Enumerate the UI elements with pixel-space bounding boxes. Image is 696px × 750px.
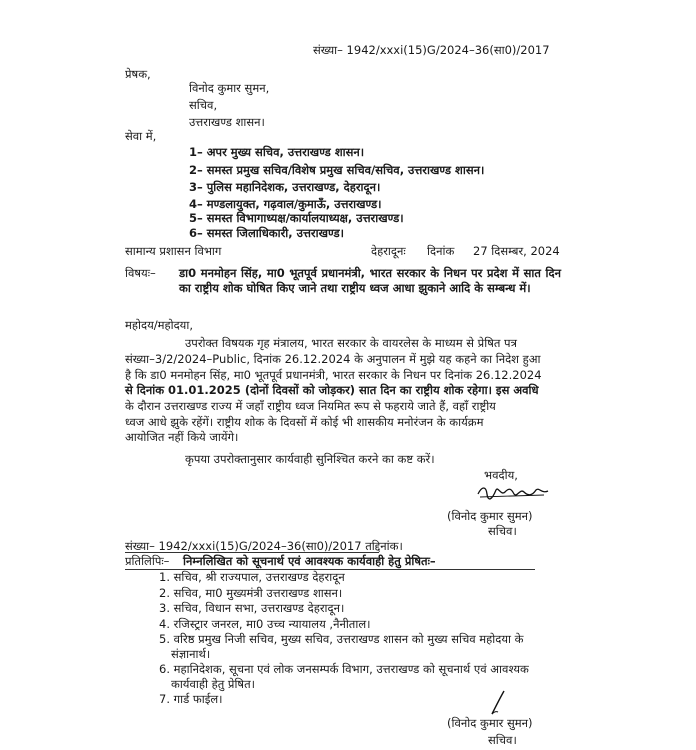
- sender-office: उत्तराखण्ड शासन।: [189, 115, 265, 129]
- sender-name: विनोद कुमार सुमन,: [189, 81, 270, 95]
- department: सामान्य प्रशासन विभाग: [125, 244, 222, 258]
- salutation: महोदय/महोदया,: [125, 318, 193, 332]
- recipient-item: 1– अपर मुख्य सचिव, उत्तराखण्ड शासन।: [189, 145, 365, 159]
- copy-item: 7. गार्ड फाईल।: [159, 692, 223, 706]
- signature-designation: सचिव।: [488, 524, 517, 538]
- request-line: कृपया उपरोक्तानुसार कार्यवाही सुनिश्चित करने का कष्ट करें।: [185, 452, 435, 466]
- copy-label: प्रतिलिपिः–: [125, 554, 170, 568]
- recipient-item: 4– मण्डलायुक्त, गढ़वाल/कुमाऊँ, उत्तराखण्ड।: [189, 197, 382, 211]
- copy-item: 6. महानिदेशक, सूचना एवं लोक जनसम्पर्क विभाग, उत्तराखण्ड को सूचनार्थ एवं आवश्यक: [159, 662, 529, 676]
- closing: भवदीय,: [484, 468, 518, 482]
- signature2-designation: सचिव।: [488, 733, 517, 747]
- subject-text: डा0 मनमोहन सिंह, मा0 भूतपूर्व प्रधानमंत्री, भारत सरकार के निधन पर प्रदेश में सात दिन का राष्ट्रीय शोक घोषित किए जाने तथा राष्ट्रीय ध्वज आधा झुकाने आदि के सम्बन्ध में।: [179, 266, 561, 295]
- copy-item-continued: कार्यवाही हेतु प्रेषित।: [171, 677, 255, 691]
- copy-item: 3. सचिव, विधान सभा, उत्तराखण्ड देहरादून।: [159, 601, 345, 615]
- body-line: ध्वज आधे झुके रहेंगें। राष्ट्रीय शोक के दिवसों में कोई भी शासकीय मनोरंजन के कार्यक्रम: [125, 415, 484, 429]
- body-line: आयोजित नहीं किये जायेंगे।: [125, 430, 239, 444]
- signature-name: (विनोद कुमार सुमन): [447, 509, 533, 523]
- copy-number-underline: [125, 552, 379, 553]
- recipient-item: 2– समस्त प्रमुख सचिव/विशेष प्रमुख सचिव/सचिव, उत्तराखण्ड शासन।: [189, 163, 485, 177]
- signature-scribble: [474, 480, 554, 502]
- copy-number: संख्या– 1942/xxxi(15)G/2024–36(सा0)/2017 तद्दिनांक।: [125, 539, 403, 553]
- copy-item: 1. सचिव, श्री राज्यपाल, उत्तराखण्ड देहरादून: [159, 570, 345, 584]
- body-line: से दिनांक 01.01.2025 (दोनों दिवसों को जोड़कर) सात दिन का राष्ट्रीय शोक रहेगा। इस अवधि: [125, 383, 539, 397]
- sender-label: प्रेषक,: [125, 67, 151, 81]
- copy-item: 2. सचिव, मा0 मुख्यमंत्री उत्तराखण्ड शासन।: [159, 586, 343, 600]
- body-line: के दौरान उत्तराखण्ड राज्य में जहाँ राष्ट्रीय ध्वज नियमित रूप से फहराये जाते हैं, वहाँ राष्ट्रीय: [125, 399, 496, 413]
- sender-designation: सचिव,: [189, 98, 218, 112]
- date-label: दिनांक: [427, 244, 455, 258]
- copy-item: 4. रजिस्ट्रार जनरल, मा0 उच्च न्यायालय ,नैनीताल।: [159, 617, 371, 631]
- recipient-item: 6– समस्त जिलाधिकारी, उत्तराखण्ड।: [189, 226, 344, 240]
- copy-item: 5. वरिष्ठ प्रमुख निजी सचिव, मुख्य सचिव, उत्तराखण्ड शासन को मुख्य सचिव महोदया के: [159, 632, 524, 646]
- recipient-item: 5– समस्त विभागाध्यक्ष/कार्यालयाध्यक्ष, उत्तराखण्ड।: [189, 211, 404, 225]
- recipient-item: 3– पुलिस महानिदेशक, उत्तराखण्ड, देहरादून।: [189, 180, 381, 194]
- subject-label: विषयः–: [125, 266, 156, 280]
- copy-item-continued: संज्ञानार्थ।: [171, 647, 211, 661]
- body-line: है कि डा0 मनमोहन सिंह, मा0 भूतपूर्व प्रधानमंत्री, भारत सरकार के निधन पर दिनांक 26.12.2024: [125, 368, 542, 382]
- copy-intro: निम्नलिखित को सूचनार्थ एवं आवश्यक कार्यवाही हेतु प्रेषितः–: [183, 554, 436, 568]
- date-value: 27 दिसम्बर, 2024: [473, 244, 560, 258]
- body-line: संख्या–3/2/2024–Public, दिनांक 26.12.2024 के अनुपालन में मुझे यह कहने का निदेश हुआ: [125, 352, 541, 366]
- signature2-name: (विनोद कुमार सुमन): [447, 716, 533, 730]
- body-line: उपरोक्त विषयक गृह मंत्रालय, भारत सरकार के वायरलेस के माध्यम से प्रेषित पत्र: [185, 336, 517, 350]
- place-label: देहरादूनः: [371, 244, 406, 258]
- signature2-scribble: [484, 688, 514, 718]
- recipients-label: सेवा में,: [125, 129, 157, 143]
- letter-number: संख्या– 1942/xxxi(15)G/2024–36(सा0)/2017: [313, 43, 550, 57]
